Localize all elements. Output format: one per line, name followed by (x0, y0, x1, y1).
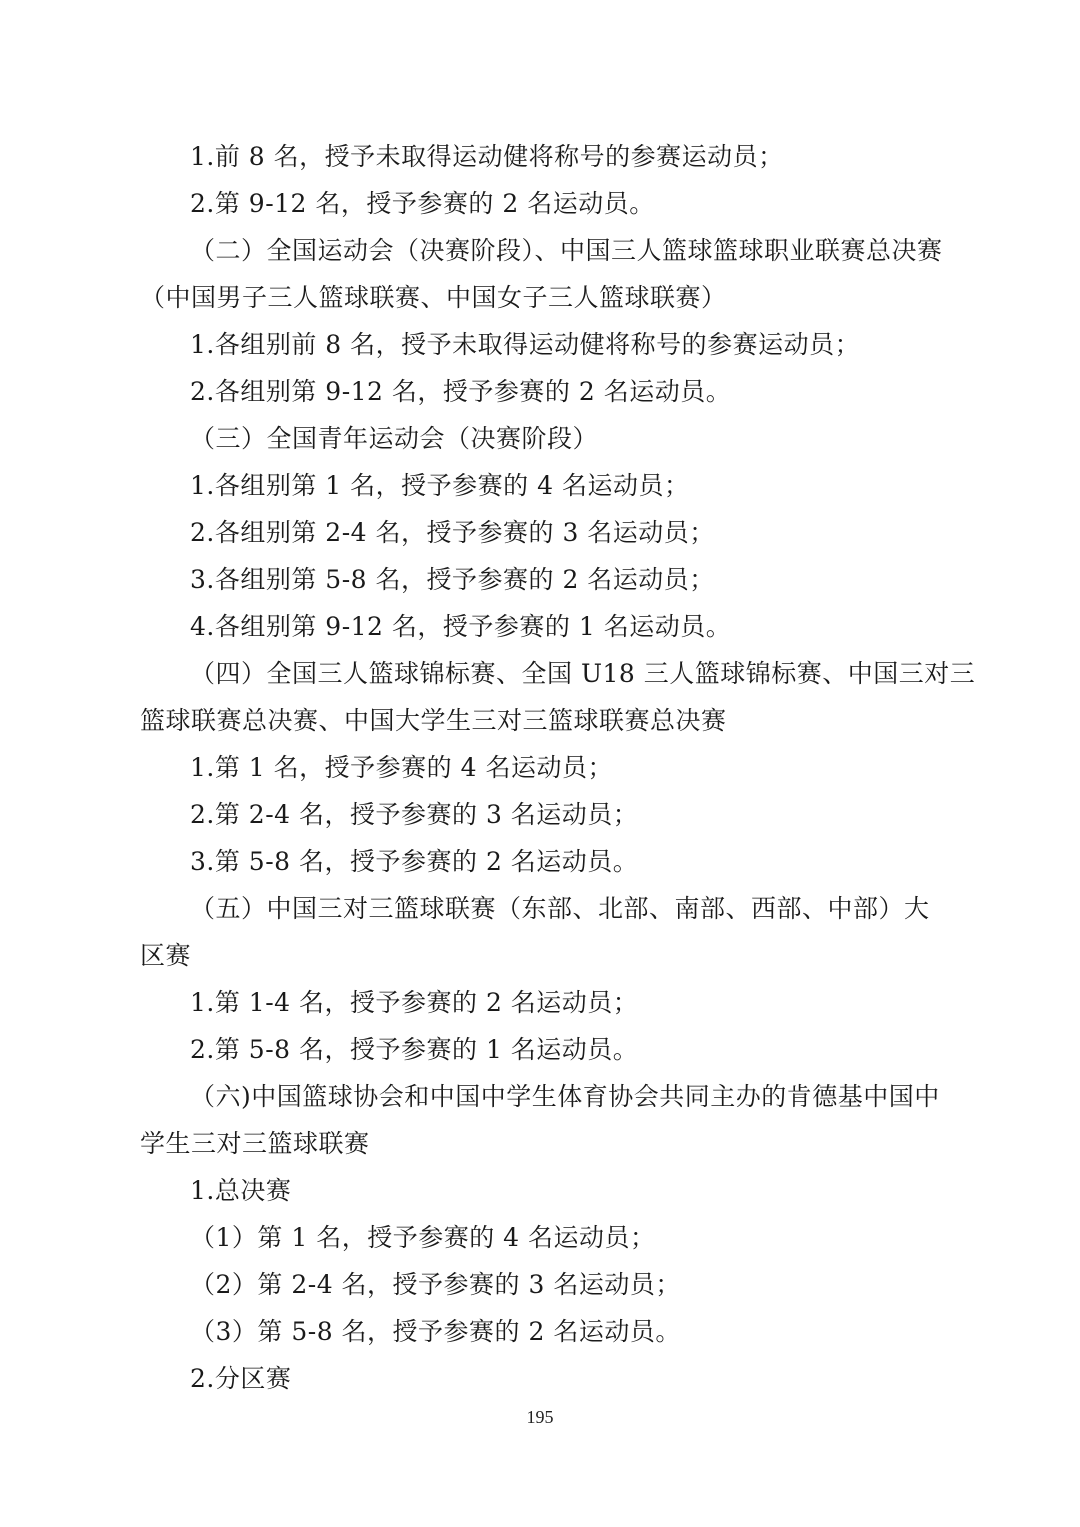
section-heading-continued: （中国男子三人篮球联赛、中国女子三人篮球联赛） (140, 283, 727, 312)
paragraph-line: 1.各组别第 1 名，授予参赛的 4 名运动员； (190, 471, 690, 500)
section-heading: （五）中国三对三篮球联赛（东部、北部、南部、西部、中部）大 (190, 894, 930, 923)
paragraph-line: 2.各组别第 9-12 名，授予参赛的 2 名运动员。 (190, 377, 732, 406)
paragraph-line: 2.分区赛 (190, 1364, 292, 1393)
paragraph-line: 1.第 1 名，授予参赛的 4 名运动员； (190, 753, 613, 782)
section-heading: （二）全国运动会（决赛阶段）、中国三人篮球篮球职业联赛总决赛 (190, 236, 943, 265)
paragraph-line: 1.总决赛 (190, 1176, 292, 1205)
paragraph-line: 1.各组别前 8 名，授予未取得运动健将称号的参赛运动员； (190, 330, 861, 359)
page-number: 195 (526, 1407, 554, 1427)
paragraph-line: 1.第 1-4 名，授予参赛的 2 名运动员； (190, 988, 639, 1017)
paragraph-line: （3）第 5-8 名，授予参赛的 2 名运动员。 (190, 1317, 681, 1346)
paragraph-line: （2）第 2-4 名，授予参赛的 3 名运动员； (190, 1270, 681, 1299)
paragraph-line: 4.各组别第 9-12 名，授予参赛的 1 名运动员。 (190, 612, 732, 641)
section-heading: （六)中国篮球协会和中国中学生体育协会共同主办的肯德基中国中 (190, 1082, 940, 1111)
paragraph-line: 3.各组别第 5-8 名，授予参赛的 2 名运动员； (190, 565, 715, 594)
section-heading-continued: 区赛 (140, 941, 192, 970)
paragraph-line: 3.第 5-8 名，授予参赛的 2 名运动员。 (190, 847, 639, 876)
section-heading-continued: 学生三对三篮球联赛 (140, 1129, 370, 1158)
paragraph-line: （1）第 1 名，授予参赛的 4 名运动员； (190, 1223, 656, 1252)
paragraph-line: 1.前 8 名，授予未取得运动健将称号的参赛运动员； (190, 142, 784, 171)
section-heading: （三）全国青年运动会（决赛阶段） (190, 424, 599, 453)
paragraph-line: 2.第 2-4 名，授予参赛的 3 名运动员； (190, 800, 639, 829)
section-heading-continued: 篮球联赛总决赛、中国大学生三对三篮球联赛总决赛 (140, 706, 727, 735)
section-heading: （四）全国三人篮球锦标赛、全国 U18 三人篮球锦标赛、中国三对三 (190, 659, 976, 688)
paragraph-line: 2.各组别第 2-4 名，授予参赛的 3 名运动员； (190, 518, 715, 547)
paragraph-line: 2.第 9-12 名，授予参赛的 2 名运动员。 (190, 189, 655, 218)
paragraph-line: 2.第 5-8 名，授予参赛的 1 名运动员。 (190, 1035, 639, 1064)
